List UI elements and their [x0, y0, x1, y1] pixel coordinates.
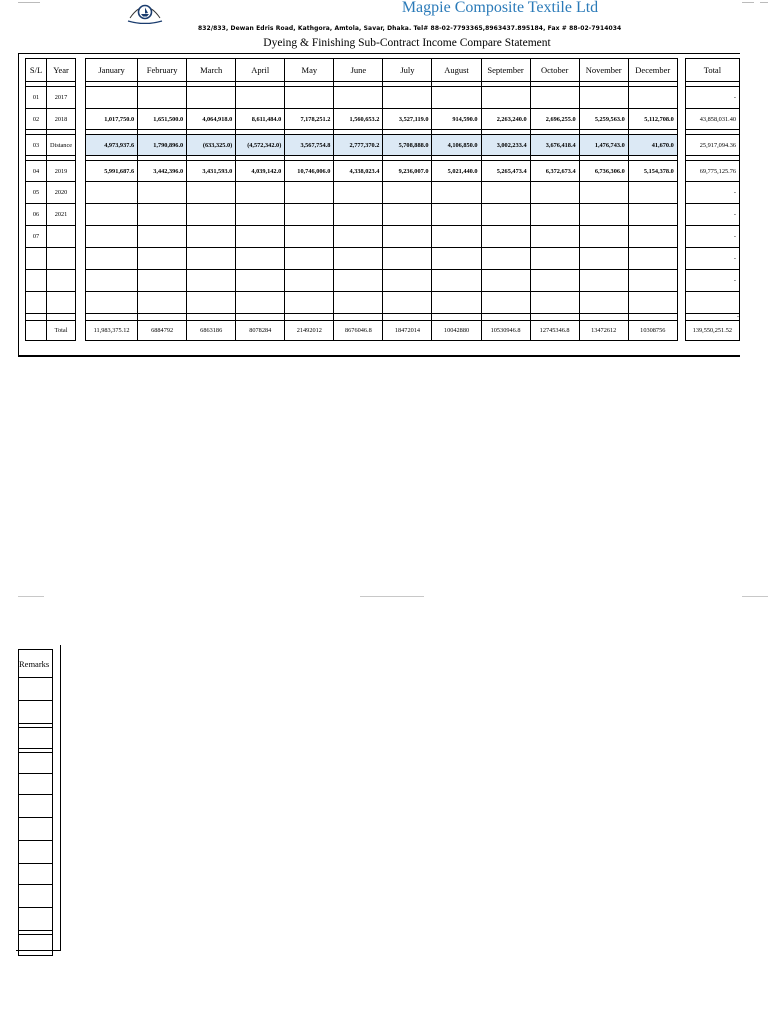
cell-month-value	[579, 182, 628, 204]
cell-total: 25,917,094.36	[685, 135, 739, 156]
remarks-row	[19, 841, 53, 864]
totals-month-value: 8676046.8	[334, 321, 383, 341]
table-row	[26, 204, 740, 226]
cell-month-value	[86, 226, 138, 248]
report-title: Dyeing & Finishing Sub-Contract Income Compare Statement	[263, 37, 551, 49]
cell-month-value	[236, 87, 285, 109]
page-break-mark-left	[18, 596, 44, 597]
table-row	[26, 135, 740, 156]
spacer-cell	[334, 314, 383, 321]
cell-total: -	[685, 182, 739, 204]
gap-cell	[677, 292, 685, 314]
cell-month-value: 6,736,306.0	[579, 161, 628, 182]
cell-month-value: 2,777,370.2	[334, 135, 383, 156]
dash-row	[26, 314, 740, 321]
col-header-month: April	[236, 59, 285, 82]
cell-year: 2019	[47, 161, 76, 182]
cell-month-value: 4,064,918.0	[187, 109, 236, 130]
frame-top	[18, 53, 740, 54]
cell-month-value	[432, 248, 481, 270]
cell-month-value	[86, 270, 138, 292]
cell-month-value	[187, 248, 236, 270]
cell-month-value	[138, 248, 187, 270]
remarks-row	[19, 935, 53, 956]
table-row	[26, 109, 740, 130]
col-header-month: February	[138, 59, 187, 82]
cell-month-value: 4,039,142.0	[236, 161, 285, 182]
table-row	[26, 87, 740, 109]
company-address: 832/833, Dewan Edris Road, Kathgora, Amtola, Savar, Dhaka. Tel# 88-02-7793365,8963437.895184, Fax # 88-02-7914034	[198, 25, 622, 32]
cell-month-value	[334, 248, 383, 270]
totals-month-value: 11,983,375.12	[86, 321, 138, 341]
gap-cell	[76, 182, 86, 204]
gap-cell	[677, 321, 685, 341]
gap-cell	[76, 248, 86, 270]
cell-month-value	[530, 248, 579, 270]
cell-month-value: 9,236,007.0	[383, 161, 432, 182]
cell-month-value	[628, 182, 677, 204]
cell-month-value	[530, 270, 579, 292]
cell-month-value	[628, 292, 677, 314]
totals-month-value: 18472014	[383, 321, 432, 341]
cell-month-value: 1,651,500.0	[138, 109, 187, 130]
frame-left	[18, 53, 19, 357]
remarks-row	[19, 864, 53, 885]
totals-row	[26, 321, 740, 341]
cell-month-value	[628, 204, 677, 226]
col-header-total: Total	[685, 59, 739, 82]
company-name: Magpie Composite Textile Ltd	[401, 0, 599, 16]
cell-month-value	[138, 226, 187, 248]
cell-month-value: 914,590.0	[432, 109, 481, 130]
header-row	[26, 59, 740, 82]
print-mark-top-left	[18, 2, 40, 3]
remarks-cell	[19, 818, 53, 841]
cell-month-value	[481, 248, 530, 270]
remarks-table	[18, 649, 53, 956]
cell-month-value: 3,676,418.4	[530, 135, 579, 156]
col-header-month: September	[481, 59, 530, 82]
cell-month-value: 5,991,687.6	[86, 161, 138, 182]
cell-month-value	[579, 270, 628, 292]
cell-sl	[26, 248, 47, 270]
remarks-cell	[19, 864, 53, 885]
cell-sl: 01	[26, 87, 47, 109]
cell-month-value: 41,670.0	[628, 135, 677, 156]
gap-cell	[677, 135, 685, 156]
cell-sl: 04	[26, 161, 47, 182]
cell-month-value: 4,973,937.6	[86, 135, 138, 156]
cell-month-value	[334, 292, 383, 314]
cell-month-value: 3,431,593.0	[187, 161, 236, 182]
remarks-row	[19, 908, 53, 931]
cell-month-value	[285, 248, 334, 270]
cell-year	[47, 270, 76, 292]
cell-month-value	[138, 87, 187, 109]
gap-cell	[677, 270, 685, 292]
cell-month-value	[187, 226, 236, 248]
gap-cell	[677, 248, 685, 270]
remarks-cell	[19, 678, 53, 701]
col-header-year: Year	[47, 59, 76, 82]
cell-month-value	[579, 292, 628, 314]
table-row	[26, 182, 740, 204]
cell-month-value	[432, 270, 481, 292]
spacer-cell	[26, 314, 47, 321]
cell-sl: 06	[26, 204, 47, 226]
cell-month-value	[579, 248, 628, 270]
remarks-row	[19, 753, 53, 774]
table-row	[26, 270, 740, 292]
cell-sl: 07	[26, 226, 47, 248]
cell-month-value: 1,790,896.0	[138, 135, 187, 156]
cell-year: 2021	[47, 204, 76, 226]
cell-total: 43,858,031.40	[685, 109, 739, 130]
cell-month-value	[481, 270, 530, 292]
cell-sl	[26, 292, 47, 314]
cell-month-value	[86, 248, 138, 270]
cell-month-value	[481, 292, 530, 314]
cell-month-value	[383, 226, 432, 248]
cell-month-value: 5,021,440.0	[432, 161, 481, 182]
cell-month-value	[285, 270, 334, 292]
spacer-cell	[530, 314, 579, 321]
cell-month-value	[481, 87, 530, 109]
spacer-cell	[677, 314, 685, 321]
cell-month-value	[432, 87, 481, 109]
table-row	[26, 248, 740, 270]
remarks-row	[19, 701, 53, 724]
remarks-cell	[19, 701, 53, 724]
remarks-cell	[19, 841, 53, 864]
cell-month-value	[432, 292, 481, 314]
cell-month-value	[432, 204, 481, 226]
cell-month-value: 2,263,240.0	[481, 109, 530, 130]
col-header-month: January	[86, 59, 138, 82]
cell-month-value	[383, 292, 432, 314]
spacer-cell	[76, 314, 86, 321]
cell-month-value	[432, 182, 481, 204]
col-header-month: December	[628, 59, 677, 82]
cell-total: -	[685, 248, 739, 270]
cell-month-value	[432, 226, 481, 248]
cell-month-value: 5,265,473.4	[481, 161, 530, 182]
cell-month-value: 5,259,563.0	[579, 109, 628, 130]
cell-month-value	[86, 292, 138, 314]
cell-month-value	[383, 182, 432, 204]
cell-month-value: 3,527,119.0	[383, 109, 432, 130]
remarks-cell	[19, 728, 53, 749]
cell-month-value	[383, 270, 432, 292]
cell-month-value	[285, 292, 334, 314]
gap-cell	[76, 87, 86, 109]
cell-month-value	[236, 182, 285, 204]
totals-month-value: 21492012	[285, 321, 334, 341]
cell-year: Distance	[47, 135, 76, 156]
cell-month-value	[334, 226, 383, 248]
gap-cell	[677, 109, 685, 130]
cell-month-value	[187, 270, 236, 292]
remarks-cell	[19, 753, 53, 774]
cell-month-value	[187, 204, 236, 226]
cell-month-value	[138, 292, 187, 314]
spacer-cell	[383, 314, 432, 321]
totals-month-value: 13472612	[579, 321, 628, 341]
cell-month-value: (633,325.0)	[187, 135, 236, 156]
cell-month-value	[187, 292, 236, 314]
table-row	[26, 161, 740, 182]
col-header-month: June	[334, 59, 383, 82]
remarks-row	[19, 678, 53, 701]
cell-month-value	[628, 87, 677, 109]
cell-month-value	[628, 270, 677, 292]
totals-month-value: 6863186	[187, 321, 236, 341]
cell-month-value: 3,567,754.8	[285, 135, 334, 156]
remarks-cell	[19, 774, 53, 795]
cell-month-value	[187, 87, 236, 109]
cell-month-value	[285, 87, 334, 109]
cell-month-value	[334, 182, 383, 204]
cell-month-value: 6,372,673.4	[530, 161, 579, 182]
spacer-cell	[236, 314, 285, 321]
cell-total: -	[685, 87, 739, 109]
cell-month-value	[236, 292, 285, 314]
ship-emblem-icon	[124, 0, 166, 24]
col-header-month: March	[187, 59, 236, 82]
remarks-row	[19, 818, 53, 841]
gap-cell	[76, 59, 86, 82]
remarks-cell	[19, 795, 53, 818]
gap-cell	[76, 204, 86, 226]
spacer-cell	[628, 314, 677, 321]
gap-cell	[76, 292, 86, 314]
spacer-cell	[138, 314, 187, 321]
col-header-month: August	[432, 59, 481, 82]
cell-month-value: 4,338,023.4	[334, 161, 383, 182]
spacer-cell	[285, 314, 334, 321]
remarks-row	[19, 774, 53, 795]
cell-month-value	[138, 270, 187, 292]
cell-month-value: 1,476,743.0	[579, 135, 628, 156]
spacer-cell	[579, 314, 628, 321]
gap-cell	[677, 204, 685, 226]
cell-month-value	[579, 204, 628, 226]
cell-month-value	[86, 87, 138, 109]
gap-cell	[677, 182, 685, 204]
cell-total: -	[685, 226, 739, 248]
table-row	[26, 226, 740, 248]
cell-month-value	[579, 226, 628, 248]
cell-year: 2017	[47, 87, 76, 109]
totals-grand: 139,550,251.52	[685, 321, 739, 341]
col-header-month: July	[383, 59, 432, 82]
cell-month-value	[481, 182, 530, 204]
cell-month-value	[187, 182, 236, 204]
cell-sl: 05	[26, 182, 47, 204]
cell-month-value	[285, 204, 334, 226]
gap-cell	[677, 161, 685, 182]
cell-month-value	[138, 182, 187, 204]
cell-month-value	[383, 87, 432, 109]
spacer-cell	[47, 314, 76, 321]
page-break-mark-mid	[360, 596, 424, 597]
spacer-cell	[187, 314, 236, 321]
spacer-cell	[86, 314, 138, 321]
cell-month-value: 10,746,006.0	[285, 161, 334, 182]
totals-month-value: 12745346.8	[530, 321, 579, 341]
cell-month-value: 1,017,750.0	[86, 109, 138, 130]
cell-month-value	[530, 182, 579, 204]
cell-month-value	[628, 226, 677, 248]
cell-month-value	[236, 204, 285, 226]
gap-cell	[677, 59, 685, 82]
cell-month-value	[138, 204, 187, 226]
income-compare-table	[25, 58, 740, 341]
cell-month-value	[285, 182, 334, 204]
cell-month-value: 4,106,850.0	[432, 135, 481, 156]
remarks-header: Remarks	[19, 650, 53, 678]
cell-month-value: 5,112,708.0	[628, 109, 677, 130]
cell-month-value	[236, 270, 285, 292]
cell-month-value: 8,611,484.0	[236, 109, 285, 130]
cell-month-value	[86, 182, 138, 204]
totals-month-value: 10308756	[628, 321, 677, 341]
totals-month-value: 10042880	[432, 321, 481, 341]
cell-month-value	[579, 87, 628, 109]
gap-cell	[76, 109, 86, 130]
page-break-mark-right	[742, 596, 768, 597]
remarks-row	[19, 885, 53, 908]
cell-month-value	[481, 226, 530, 248]
cell-total-dash: -	[685, 314, 739, 321]
gap-cell	[76, 135, 86, 156]
col-header-month: May	[285, 59, 334, 82]
cell-month-value	[530, 204, 579, 226]
cell-year	[47, 292, 76, 314]
cell-month-value	[481, 204, 530, 226]
cell-month-value	[334, 270, 383, 292]
cell-month-value	[383, 248, 432, 270]
gap-cell	[76, 161, 86, 182]
frame-bottom	[18, 355, 740, 357]
totals-month-value: 10530946.8	[481, 321, 530, 341]
gap-cell	[76, 270, 86, 292]
cell-total: -	[685, 270, 739, 292]
gap-cell	[76, 321, 86, 341]
cell-year	[47, 226, 76, 248]
cell-month-value: 2,696,255.0	[530, 109, 579, 130]
col-header-month: October	[530, 59, 579, 82]
cell-total: -	[685, 204, 739, 226]
cell-year	[47, 248, 76, 270]
cell-month-value: 5,708,888.0	[383, 135, 432, 156]
totals-month-value: 6884792	[138, 321, 187, 341]
cell-month-value: 1,560,653.2	[334, 109, 383, 130]
col-header-month: November	[579, 59, 628, 82]
cell-month-value: 3,442,396.0	[138, 161, 187, 182]
cell-year: 2018	[47, 109, 76, 130]
gap-cell	[677, 226, 685, 248]
cell-month-value	[530, 226, 579, 248]
remarks-cell	[19, 885, 53, 908]
remarks-cell	[19, 935, 53, 956]
cell-month-value	[383, 204, 432, 226]
cell-sl: 03	[26, 135, 47, 156]
cell-sl: 02	[26, 109, 47, 130]
remarks-cell	[19, 908, 53, 931]
cell-month-value	[236, 248, 285, 270]
cell-month-value	[236, 226, 285, 248]
cell-month-value	[86, 204, 138, 226]
cell-month-value	[628, 248, 677, 270]
cell-total	[685, 292, 739, 314]
gap-cell	[677, 87, 685, 109]
cell-month-value: 3,002,233.4	[481, 135, 530, 156]
cell-month-value: 5,154,378.0	[628, 161, 677, 182]
table-row	[26, 292, 740, 314]
cell-year: 2020	[47, 182, 76, 204]
remarks-row	[19, 795, 53, 818]
cell-month-value	[530, 87, 579, 109]
col-header-sl: S/L	[26, 59, 47, 82]
cell-sl	[26, 270, 47, 292]
cell-month-value	[530, 292, 579, 314]
spacer-cell	[481, 314, 530, 321]
cell-month-value	[285, 226, 334, 248]
cell-sl-empty	[26, 321, 47, 341]
spacer-cell	[432, 314, 481, 321]
cell-month-value: 7,178,251.2	[285, 109, 334, 130]
totals-label: Total	[47, 321, 76, 341]
cell-month-value: (4,572,342.0)	[236, 135, 285, 156]
cell-total: 69,775,125.76	[685, 161, 739, 182]
cell-month-value	[334, 204, 383, 226]
cell-month-value	[334, 87, 383, 109]
remarks-row	[19, 728, 53, 749]
totals-month-value: 8078284	[236, 321, 285, 341]
gap-cell	[76, 226, 86, 248]
